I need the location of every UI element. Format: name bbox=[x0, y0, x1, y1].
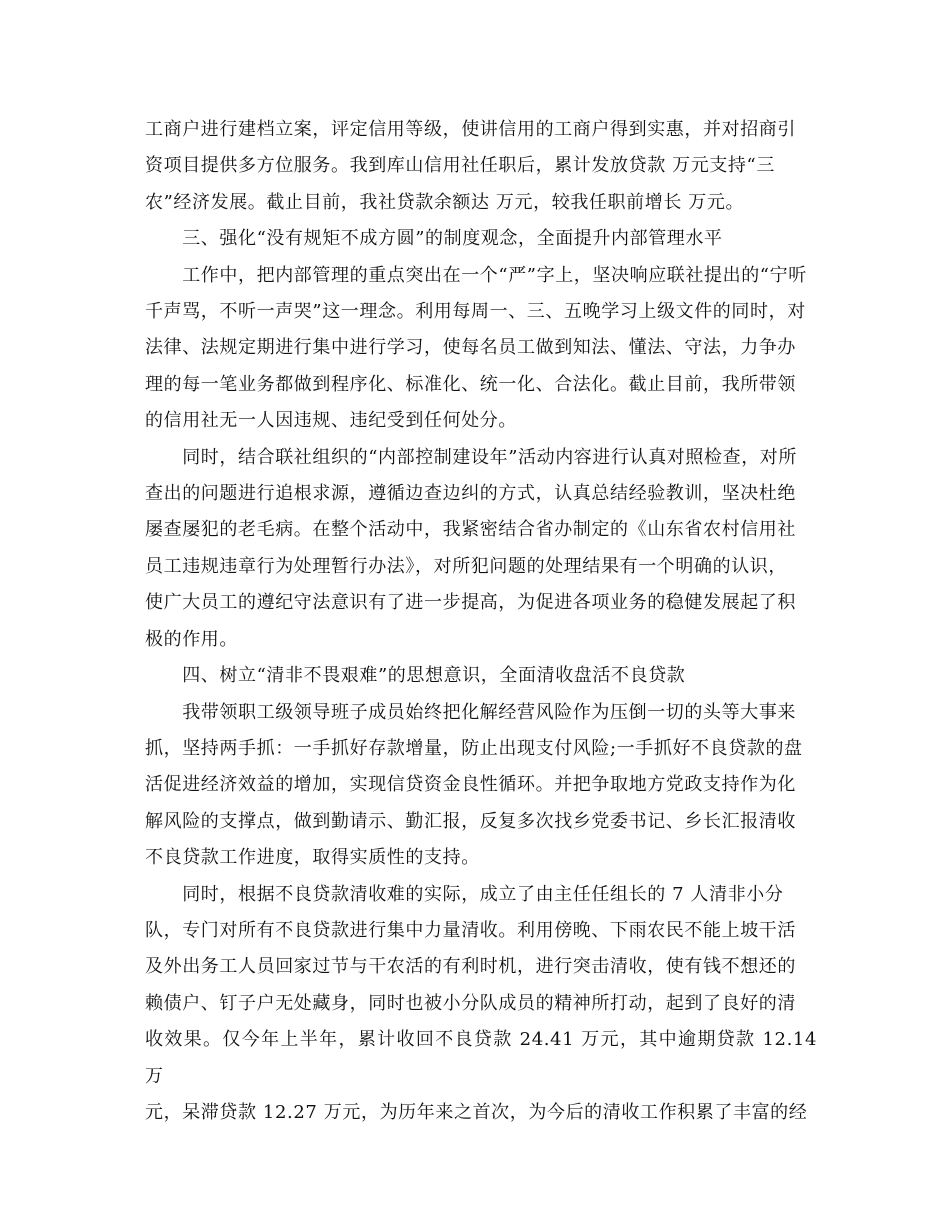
heading-section-three: 三、强化“没有规矩不成方圆”的制度观念，全面提升内部管理水平 bbox=[145, 228, 723, 250]
paragraph-internal-management: 工作中，把内部管理的重点突出在一个“严”字上，坚决响应联社提出的“宁听 千声骂，不听一声哭”这一理念。利用每周一、三、五晚学习上级文件的同时，对 法律、法规定期进行集中进行学习，使每名员工做到知法、懂法、守法，力争办 理的每一笔业务都做到程序化、标准化、统一化、合法化。截止目前，我所带领 的信用社无一人因违规、违纪受到任何处分。 bbox=[145, 264, 807, 432]
paragraph-risk-resolution: 我带领职工级领导班子成员始终把化解经营风险作为压倒一切的头等大事来 抓，坚持两手抓：一手抓好存款增量，防止出现支付风险;一手抓好不良贷款的盘 活促进经济效益的增加，实现信贷资金良性循环。并把争取地方党政支持作为化 解风险的支撑点，做到勤请示、勤汇报，反复多次找乡党委书记、乡长汇报清收 不良贷款工作进度，取得实质性的支持。 bbox=[145, 701, 803, 869]
document-body bbox=[145, 112, 817, 1131]
paragraph-loan-service: 工商户进行建档立案，评定信用等级，使讲信用的工商户得到实惠，并对招商引 资项目提供多方位服务。我到库山信用社任职后，累计发放贷款 万元支持“三 农”经济发展。截止目前，我社贷款余额达 万元，较我任职前增长 万元。 bbox=[145, 119, 796, 213]
paragraph-internal-control: 同时，结合联社组织的“内部控制建设年”活动内容进行认真对照检查，对所 查出的问题进行追根求源，遵循边查边纠的方式，认真总结经验教训，坚决杜绝 屡查屡犯的老毛病。在整个活动中，我紧密结合省办制定的《山东省农村信用社 员工违规违章行为处理暂行办法》，对所犯问题的处理结果有一个明确的认识， 使广大员工的遵纪守法意识有了进一步提高，为促进各项业务的稳健发展起了积 极的作用。 bbox=[145, 446, 798, 650]
paragraph-loan-collection: 同时，根据不良贷款清收难的实际，成立了由主任任组长的 7 人清非小分 队，专门对所有不良贷款进行集中力量清收。利用傍晚、下雨农民不能上坡干活 及外出务工人员回家过节与干农活的有利时机，进行突击清收，使有钱不想还的 赖债户、钉子户无处藏身，同时也被小分队成员的精神所打动，起到了良好的清 收效果。仅今年上半年，累计收回不良贷款 24.41 万元，其中逾期贷款 12.14 万 元，呆滞贷款 12.27 万元，为历年来之首次，为今后的清收工作积累了丰富的经 bbox=[145, 883, 817, 1123]
heading-section-four: 四、树立“清非不畏艰难”的思想意识，全面清收盘活不良贷款 bbox=[145, 665, 686, 687]
